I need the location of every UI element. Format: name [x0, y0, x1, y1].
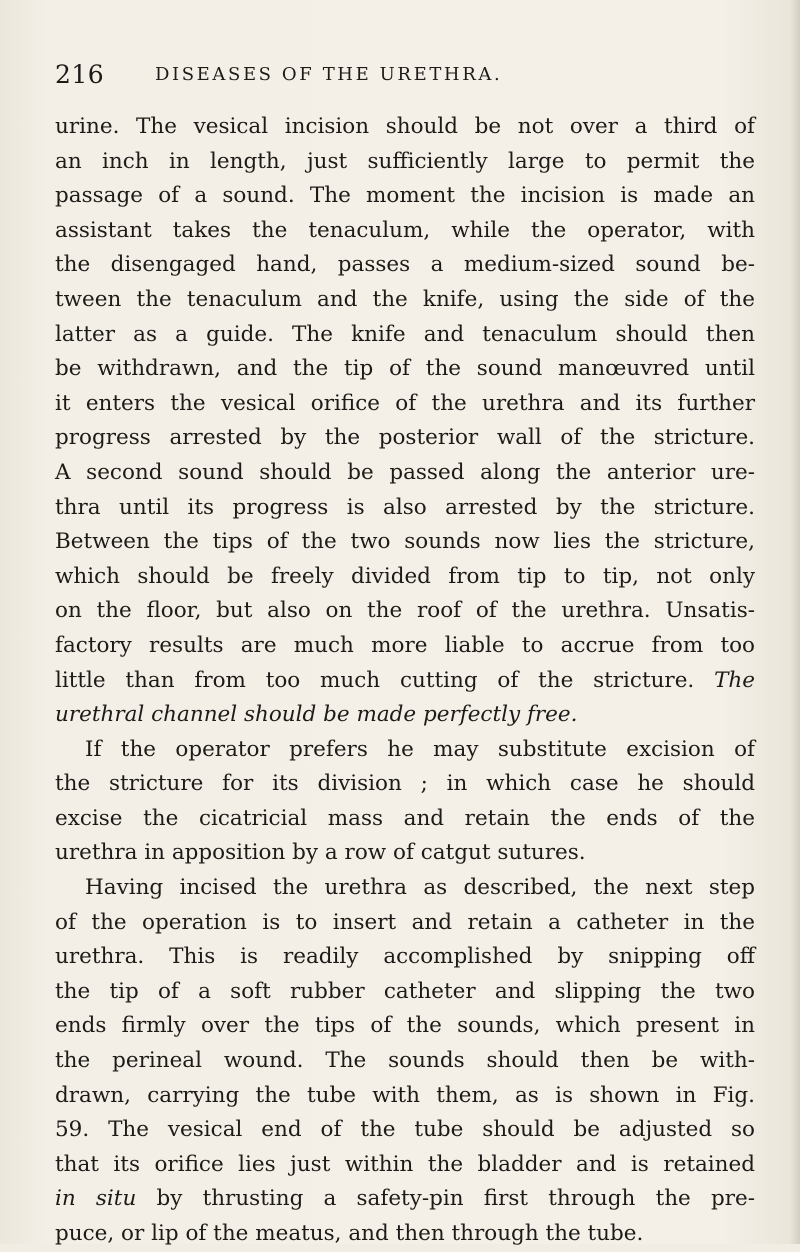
line-text: tween the tenaculum and the knife, using the side of the [55, 286, 755, 312]
line-text: Having incised the urethra as described, the next step [85, 875, 755, 901]
text-line [55, 1044, 755, 1079]
text-line [55, 906, 755, 941]
text-line [55, 664, 755, 699]
line-text: 59. The vesical end of the tube should be adjusted so [55, 1117, 755, 1143]
line-text: progress arrested by the posterior wall of the stricture. [55, 425, 755, 451]
line-text: an inch in length, just sufficiently large to permit the [55, 148, 755, 174]
line-text: latter as a guide. The knife and tenaculum should then [55, 321, 755, 347]
text-line [55, 1009, 755, 1044]
text-line [55, 491, 755, 526]
text-line [55, 248, 755, 283]
line-text: urine. The vesical incision should be not over a third of [55, 114, 755, 139]
line-text: urethra. This is readily accomplished by snipping off [55, 944, 755, 970]
line-text: that its orifice lies just within the bladder and is retained [55, 1151, 755, 1177]
line-text: A second sound should be passed along the anterior ure- [55, 459, 755, 485]
line-text: it enters the vesical orifice of the urethra and its further [55, 390, 755, 416]
text-line [55, 975, 755, 1010]
line-text: If the operator prefers he may substitute excision of [85, 736, 755, 762]
line-text: thra until its progress is also arrested by the stricture. [55, 494, 755, 520]
text-line [55, 525, 755, 560]
line-text: urethra in apposition by a row of catgut sutures. [55, 840, 586, 866]
text-line [55, 940, 755, 975]
page-edge-shadow [790, 0, 800, 1244]
page-number: 216 [55, 60, 105, 89]
text-line [55, 456, 755, 491]
line-text: of the operation is to insert and retain a catheter in the [55, 909, 755, 935]
italic-phrase: in situ [55, 1186, 137, 1212]
text-line [55, 283, 755, 318]
text-line [55, 352, 755, 387]
text-line [55, 560, 755, 595]
line-text: assistant takes the tenaculum, while the operator, with [55, 217, 755, 243]
body-text [55, 110, 755, 1252]
line-text: passage of a sound. The moment the incision is made an [55, 183, 755, 209]
line-text: the perineal wound. The sounds should then be with- [55, 1048, 755, 1074]
line-text: excise the cicatricial mass and retain the ends of the [55, 805, 755, 831]
text-line [55, 1113, 755, 1148]
text-line [55, 836, 755, 871]
running-head: DISEASES OF THE URETHRA. [155, 64, 503, 85]
text-line [55, 145, 755, 180]
text-line [55, 1079, 755, 1114]
text-line [55, 594, 755, 629]
text-line [55, 629, 755, 664]
text-line [55, 387, 755, 422]
text-line [55, 698, 755, 733]
text-line [55, 767, 755, 802]
page-header [55, 60, 755, 94]
text-line [55, 421, 755, 456]
line-text: on the floor, but also on the roof of the urethra. Unsatis- [55, 598, 755, 624]
text-line [55, 179, 755, 214]
line-text: be withdrawn, and the tip of the sound manœuvred until [55, 356, 755, 382]
line-text: puce, or lip of the meatus, and then through the tube. [55, 1221, 644, 1246]
text-line [55, 1182, 755, 1217]
text-line [55, 214, 755, 249]
line-text: the tip of a soft rubber catheter and slipping the two [55, 978, 755, 1004]
line-text: factory results are much more liable to accrue from too [55, 632, 755, 658]
line-text: drawn, carrying the tube with them, as is shown in Fig. [55, 1082, 755, 1108]
line-text: little than from too much cutting of the stricture. [55, 667, 695, 693]
text-line [55, 733, 755, 768]
italic-phrase: urethral channel should be made perfectly free. [55, 702, 578, 728]
line-text: ends firmly over the tips of the sounds, which present in [55, 1013, 755, 1039]
text-line [55, 1217, 755, 1252]
line-text: Between the tips of the two sounds now lies the stricture, [55, 529, 755, 555]
text-line [55, 110, 755, 145]
italic-phrase: The [714, 667, 755, 693]
text-line [55, 871, 755, 906]
line-text: the disengaged hand, passes a medium-sized sound be- [55, 252, 755, 278]
line-text: by thrusting a safety-pin first through the pre- [156, 1186, 755, 1212]
line-text: which should be freely divided from tip to tip, not only [55, 563, 755, 589]
text-line [55, 802, 755, 837]
text-line [55, 318, 755, 353]
text-line [55, 1148, 755, 1183]
line-text: the stricture for its division ; in which case he should [55, 771, 755, 797]
